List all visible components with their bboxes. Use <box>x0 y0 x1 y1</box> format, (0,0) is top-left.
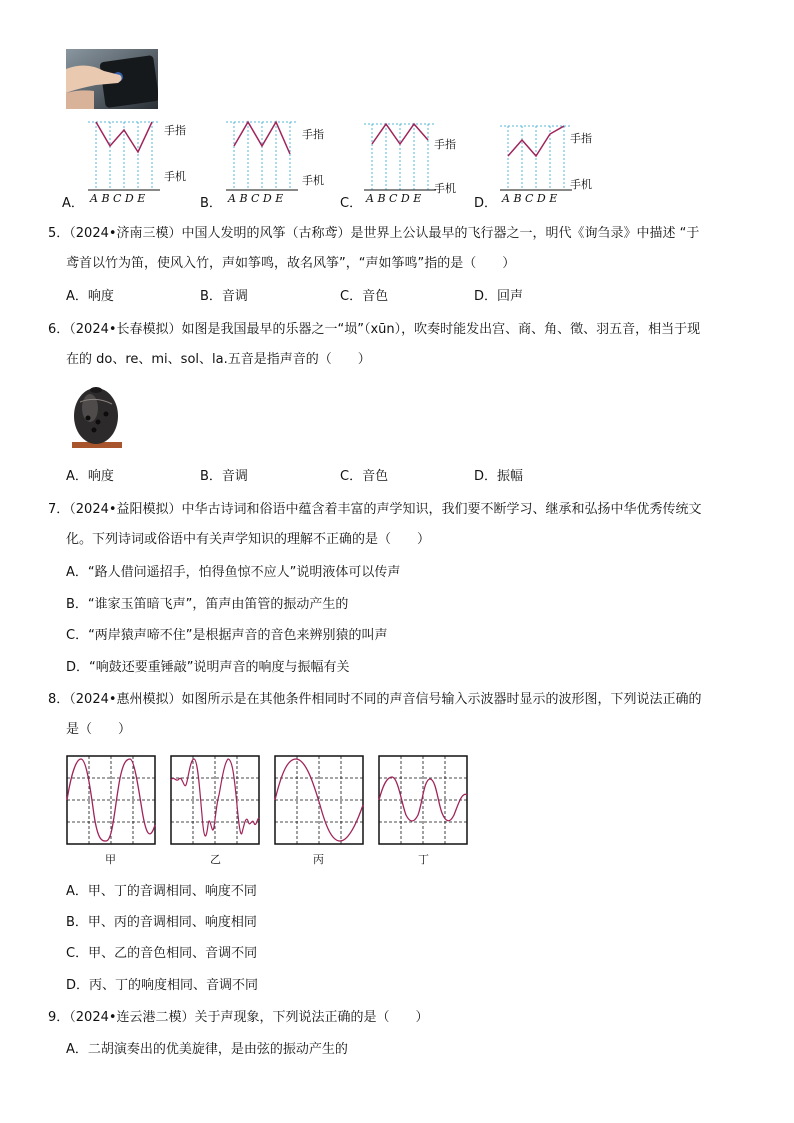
q7-option-d[interactable]: D．“响鼓还要重锤敲”说明声音的响度与振幅有关 <box>66 660 350 675</box>
q8-stem-line2: 是（ ） <box>66 722 132 737</box>
q4-option-b-letter: B． <box>200 196 222 211</box>
q4-option-c <box>340 118 480 213</box>
q9-stem-line1: 9．（2024•连云港二模）关于声现象，下列说法正确的是（ ） <box>48 1010 429 1025</box>
xun-instrument-image <box>66 382 126 450</box>
q4-option-d-axis-labels: A B C D E <box>502 192 558 205</box>
q8-stem-line1: 8．（2024•惠州模拟）如图所示是在其他条件相同时不同的声音信号输入示波器时显示的波形图，下列说法正确的 <box>48 692 702 707</box>
q6-option-c[interactable]: C．音色 <box>340 469 389 484</box>
waveform-jia-caption: 甲 <box>105 853 116 866</box>
q4-option-c-graph <box>364 118 436 196</box>
q4-option-d-phone-label: 手机 <box>570 178 592 191</box>
q4-option-a-finger-label: 手指 <box>164 124 186 137</box>
waveform-ding-caption: 丁 <box>418 853 429 866</box>
q4-option-a-phone-label: 手机 <box>164 170 186 183</box>
waveform-bing-caption: 丙 <box>313 853 324 866</box>
phone-photo <box>66 49 158 109</box>
q4-option-d <box>474 118 624 213</box>
q6-option-b[interactable]: B．音调 <box>200 469 248 484</box>
waveform-jia <box>66 755 156 849</box>
q4-option-d-letter: D． <box>474 196 498 211</box>
q9-option-a[interactable]: A．二胡演奏出的优美旋律，是由弦的振动产生的 <box>66 1042 348 1057</box>
q5-stem-line2: 鸢首以竹为笛，使风入竹，声如筝鸣，故名风筝”，“声如筝鸣”指的是（ ） <box>66 256 516 271</box>
q5-option-b[interactable]: B．音调 <box>200 289 248 304</box>
q4-option-b <box>200 118 340 213</box>
q4-option-c-phone-label: 手机 <box>434 182 456 195</box>
q5-stem-line1: 5．（2024•济南三模）中国人发明的风筝（古称鸢）是世界上公认最早的飞行器之一，明代《询刍录》中描述 “于 <box>48 226 700 241</box>
q4-option-d-graph <box>500 118 572 196</box>
waveform-bing <box>274 755 364 849</box>
q4-option-c-finger-label: 手指 <box>434 138 456 151</box>
q4-option-b-phone-label: 手机 <box>302 174 324 187</box>
q7-stem-line1: 7．（2024•益阳模拟）中华古诗词和俗语中蕴含着丰富的声学知识，我们要不断学习、继承和弘扬中华优秀传统文 <box>48 502 702 517</box>
q6-stem-line1: 6．（2024•长春模拟）如图是我国最早的乐器之一“埙”（xūn），吹奏时能发出宫、商、角、徵、羽五音，相当于现 <box>48 322 701 337</box>
q7-stem-line2: 化。下列诗词或俗语中有关声学知识的理解不正确的是（ ） <box>66 532 431 547</box>
q6-option-d[interactable]: D．振幅 <box>474 469 524 484</box>
q8-option-d[interactable]: D．丙、丁的响度相同、音调不同 <box>66 978 259 993</box>
q4-option-c-letter: C． <box>340 196 363 211</box>
q8-option-b[interactable]: B．甲、丙的音调相同、响度相同 <box>66 915 257 930</box>
q7-option-c[interactable]: C．“两岸猿声啼不住”是根据声音的音色来辨别猿的叫声 <box>66 628 388 643</box>
q8-option-c[interactable]: C．甲、乙的音色相同、音调不同 <box>66 946 258 961</box>
q5-option-a[interactable]: A．响度 <box>66 289 114 304</box>
waveform-ding <box>378 755 468 849</box>
q4-option-a-graph <box>88 118 160 196</box>
q5-option-d[interactable]: D．回声 <box>474 289 524 304</box>
q7-option-b[interactable]: B．“谁家玉笛暗飞声”，笛声由笛管的振动产生的 <box>66 597 349 612</box>
q7-option-a[interactable]: A．“路人借问遥招手，怕得鱼惊不应人”说明液体可以传声 <box>66 565 401 580</box>
q6-option-a[interactable]: A．响度 <box>66 469 114 484</box>
q4-option-b-axis-labels: A B C D E <box>228 192 284 205</box>
waveform-yi-caption: 乙 <box>210 853 221 866</box>
q8-option-a[interactable]: A．甲、丁的音调相同、响度不同 <box>66 884 257 899</box>
q6-stem-line2: 在的 do、re、mi、sol、la.五音是指声音的（ ） <box>66 352 371 367</box>
q4-option-b-finger-label: 手指 <box>302 128 324 141</box>
q4-option-c-axis-labels: A B C D E <box>366 192 422 205</box>
q4-option-a <box>62 118 202 213</box>
q4-option-b-graph <box>226 118 298 196</box>
q4-option-d-finger-label: 手指 <box>570 132 592 145</box>
q4-option-a-axis-labels: A B C D E <box>90 192 146 205</box>
waveform-yi <box>170 755 260 849</box>
q4-option-a-letter: A． <box>62 196 84 211</box>
q5-option-c[interactable]: C．音色 <box>340 289 389 304</box>
